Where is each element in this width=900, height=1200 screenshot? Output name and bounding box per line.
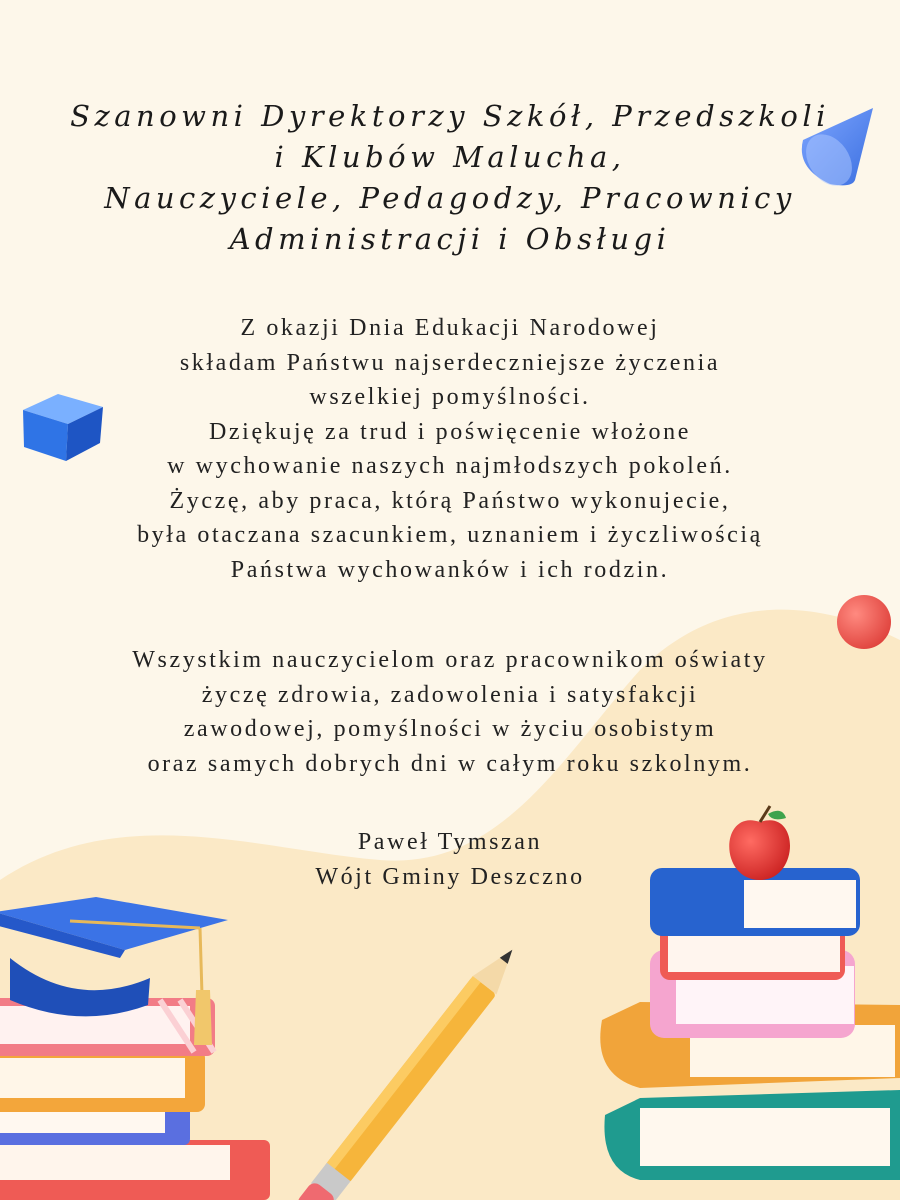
text-line: Życzę, aby praca, którą Państwo wykonujecie, <box>169 487 731 514</box>
text-line: zawodowej, pomyślności w życiu osobistym <box>183 716 717 742</box>
heading-line: Nauczyciele, Pedagodzy, Pracownicy <box>104 181 796 215</box>
heading-line: Administracji i Obsługi <box>229 222 671 256</box>
heading-line: i Klubów Malucha, <box>274 140 626 174</box>
greeting-paragraph-1 <box>0 311 900 587</box>
signature-name: Paweł Tymszan <box>357 829 543 855</box>
heading <box>0 96 900 260</box>
text-line: Z okazji Dnia Edukacji Narodowej <box>240 315 660 341</box>
text-line: była otaczana szacunkiem, uznaniem i życzliwością <box>137 522 763 548</box>
text-line: w wychowanie naszych najmłodszych pokoleń. <box>167 453 733 479</box>
heading-line: Szanowni Dyrektorzy Szkół, Przedszkoli <box>70 99 830 133</box>
text-line: życzę zdrowia, zadowolenia i satysfakcji <box>201 681 699 708</box>
text-line: Wszystkim nauczycielom oraz pracownikom oświaty <box>132 647 768 673</box>
greeting-paragraph-2 <box>0 643 900 781</box>
text-line: Państwa wychowanków i ich rodzin. <box>230 556 670 583</box>
text-line: Dziękuję za trud i poświęcenie włożone <box>209 418 691 445</box>
text-line: oraz samych dobrych dni w całym roku szkolnym. <box>147 750 753 777</box>
text-line: składam Państwu najserdeczniejsze życzenia <box>179 349 721 376</box>
ball-icon <box>837 595 891 649</box>
signature <box>0 825 900 894</box>
signature-role: Wójt Gminy Deszczno <box>315 863 585 890</box>
text-line: wszelkiej pomyślności. <box>309 384 591 410</box>
